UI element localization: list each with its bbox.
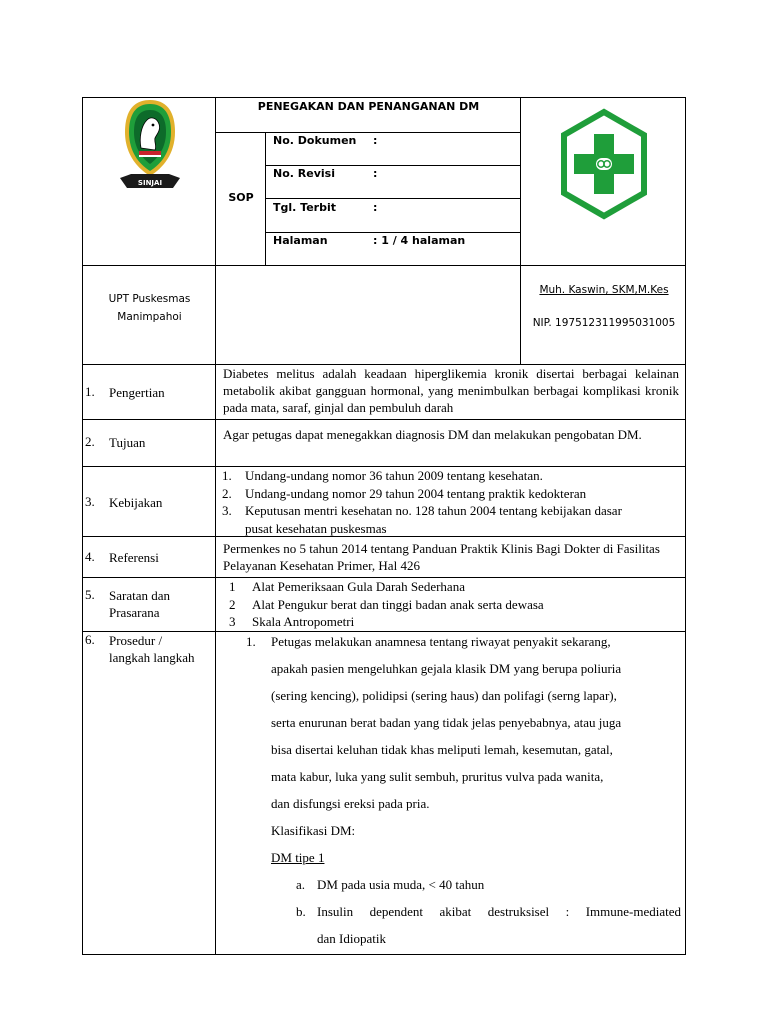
list-item-text: Alat Pengukur berat dan tinggi badan anak serta dewasa [252,596,544,612]
sop-label: SOP [228,191,254,204]
list-marker: 1. [222,468,232,483]
step-marker: 1. [246,634,256,649]
meta-label: No. Revisi [273,167,335,180]
step-line: serta enurunan berat badan yang tidak jelas penyebabnya, atau juga [271,715,622,730]
divider [83,419,686,420]
puskesmas-logo [558,108,650,220]
sub-item-text: Insulin dependent akibat destruksisel : Immune-mediated [317,904,681,919]
klasifikasi-heading: Klasifikasi DM: [271,823,356,838]
row-label-line: langkah langkah [109,650,195,665]
list-item [229,596,691,614]
row-label-line: Prasarana [109,605,160,620]
step-line: bisa disertai keluhan tidak khas meliputi lemah, kesemutan, gatal, [271,742,613,757]
unit-name [83,290,216,326]
list-marker: 3. [222,503,232,518]
tujuan-text: Agar petugas dapat menegakkan diagnosis DM dan melakukan pengobatan DM. [223,427,642,442]
list-item-text: Keputusan mentri kesehatan no. 128 tahun 2004 tentang kebijakan dasar pusat kesehatan puskesmas [245,503,622,536]
referensi-text: Permenkes no 5 tahun 2014 tentang Panduan Praktik Klinis Bagi Dokter di Fasilitas Pelayanan Kesehatan Primer, Hal 426 [223,541,660,573]
list-item-text: Undang-undang nomor 36 tahun 2009 tentang kesehatan. [245,468,543,483]
divider [265,232,520,233]
meta-value: : [373,167,378,180]
meta-value: : [373,134,378,147]
step-line: Petugas melakukan anamnesa tentang riwayat penyakit sekarang, [271,634,611,649]
row-number: 1. [85,384,95,399]
row-number: 3. [85,494,95,509]
list-marker: 3 [229,614,236,629]
sinjai-emblem-logo [119,98,181,194]
row-label [109,632,219,666]
row-label: Referensi [109,550,159,565]
meta-label: No. Dokumen [273,134,357,147]
unit-name-line: UPT Puskesmas [108,293,191,305]
svg-text:SINJAI: SINJAI [137,179,163,187]
saratan-list [229,578,691,631]
row-number: 5. [85,587,95,602]
signer-nip: NIP. 197512311995031005 [532,317,676,329]
step-line: apakah pasien mengeluhkan gejala klasik DM yang berupa poliuria [271,661,622,676]
divider [265,165,520,166]
step-line: mata kabur, luka yang sulit sembuh, pruritus vulva pada wanita, [271,769,604,784]
row-number: 2. [85,434,95,449]
dm-type-text: DM tipe 1 [271,850,325,865]
meta-label: Halaman [273,234,328,247]
kebijakan-list [222,467,684,537]
list-item-text: Skala Antropometri [252,614,355,629]
row-label-line: Saratan dan [109,588,171,603]
row-label [109,587,219,621]
list-item-text: Alat Pemeriksaan Gula Darah Sederhana [252,579,465,594]
step-line: dan disfungsi ereksi pada pria. [271,796,430,811]
divider [215,132,520,133]
list-marker: 1 [229,579,236,594]
step-line: (sering kencing), polidipsi (sering haus) dan polifagi (serng lapar), [271,688,617,703]
document-title: PENEGAKAN DAN PENANGANAN DM [257,100,480,113]
sop-content-table [82,364,686,955]
meta-value: : 1 / 4 halaman [373,234,466,247]
row-number: 6. [85,632,95,647]
list-item [229,578,691,596]
divider [265,198,520,199]
list-item [222,502,684,537]
unit-name-line: Manimpahoi [117,311,182,323]
dm-type-heading [271,844,324,871]
document-header [82,97,686,365]
sub-marker: a. [296,877,306,892]
list-marker: 2 [229,596,236,612]
divider [83,265,686,266]
row-label-line: Prosedur / [109,633,163,648]
meta-value: : [373,201,378,214]
list-item-text: Undang-undang nomor 29 tahun 2004 tentang praktik kedokteran [245,485,587,501]
sub-item-text: dan Idiopatik [317,931,386,946]
list-marker: 2. [222,485,232,501]
row-number: 4. [85,549,95,564]
row-label: Pengertian [109,385,165,400]
list-item [222,485,684,503]
sub-item-text: DM pada usia muda, < 40 tahun [317,877,485,892]
row-label: Kebijakan [109,495,163,510]
signer-name: Muh. Kaswin, SKM,M.Kes [539,284,669,296]
row-label: Tujuan [109,435,146,450]
sub-marker: b. [296,904,306,919]
meta-label: Tgl. Terbit [273,201,336,214]
pengertian-text: Diabetes melitus adalah keadaan hiperglikemia kronik disertai berbagai kelainan metabolik akibat gangguan hormonal, yang menimbulkan berbagai komplikasi kronik pada mata, saraf, ginjal dan pembuluh darah [223,366,679,415]
list-item [222,467,684,485]
